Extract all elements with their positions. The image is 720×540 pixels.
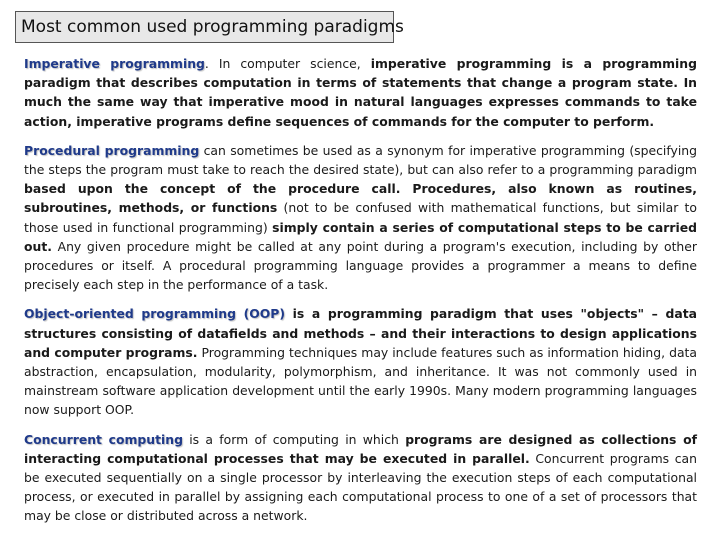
procedural-text-2: based upon the concept of the procedure call. Procedures, also known as routines, subroutines, methods, or functions bbox=[24, 181, 697, 216]
imperative-text-2: imperative programming bbox=[370, 56, 552, 71]
paragraph-imperative bbox=[24, 54, 697, 131]
slide-content bbox=[24, 54, 697, 536]
paragraph-procedural bbox=[24, 141, 697, 295]
imperative-text-1: . In computer science, bbox=[204, 56, 371, 71]
procedural-text-1: can sometimes be used as a synonym for imperative programming (specifying the steps the program must take to reach the desired state), but can also refer to a programming paradigm bbox=[24, 142, 697, 178]
term-imperative-programming: Imperative programming bbox=[24, 56, 205, 71]
term-procedural-programming: Procedural programming bbox=[24, 142, 200, 158]
concurrent-text-2: programs are designed as collections of interacting computational processes that may be executed in parallel. bbox=[24, 431, 697, 466]
slide-title: Most common used programming paradigms bbox=[15, 11, 394, 43]
imperative-text-3: is a programming paradigm that describes computation in terms of statements that change a program state. In much the same way that imperative mood in natural languages expresses commands to take action, imperative programs define sequences of commands for the computer to perform. bbox=[24, 56, 697, 129]
term-object-oriented-programming: Object-oriented programming (OOP) bbox=[24, 306, 286, 322]
paragraph-concurrent bbox=[24, 430, 697, 526]
procedural-text-5: Any given procedure might be called at any point during a program's execution, including by other procedures or itself. A procedural programming language provides a programmer a means to define precisely each step in the performance of a task. bbox=[24, 238, 697, 293]
procedural-text-4: simply contain a series of computational steps to be carried out. bbox=[24, 219, 697, 254]
term-concurrent-computing: Concurrent computing bbox=[24, 431, 183, 447]
paragraph-oop bbox=[24, 304, 697, 419]
concurrent-text-3: Concurrent programs can be executed sequentially on a single processor by interleaving the execution steps of each computational process, or executed in parallel by assigning each computational process to one of a set of processors that may be close or distributed across a network. bbox=[24, 450, 698, 524]
procedural-text-3: (not to be confused with mathematical functions, but similar to those used in functional programming) bbox=[24, 200, 697, 235]
oop-text-1: is a programming paradigm that uses "objects" – data structures consisting of datafields and methods – and their interactions to design applications and computer programs. bbox=[24, 306, 697, 360]
oop-text-2: Programming techniques may include features such as information hiding, data abstraction, encapsulation, modularity, polymorphism, and inheritance. It was not commonly used in mainstream software application development until the early 1990s. Many modern programming languages now support OOP. bbox=[24, 344, 697, 418]
concurrent-text-1: is a form of computing in which bbox=[182, 431, 406, 447]
